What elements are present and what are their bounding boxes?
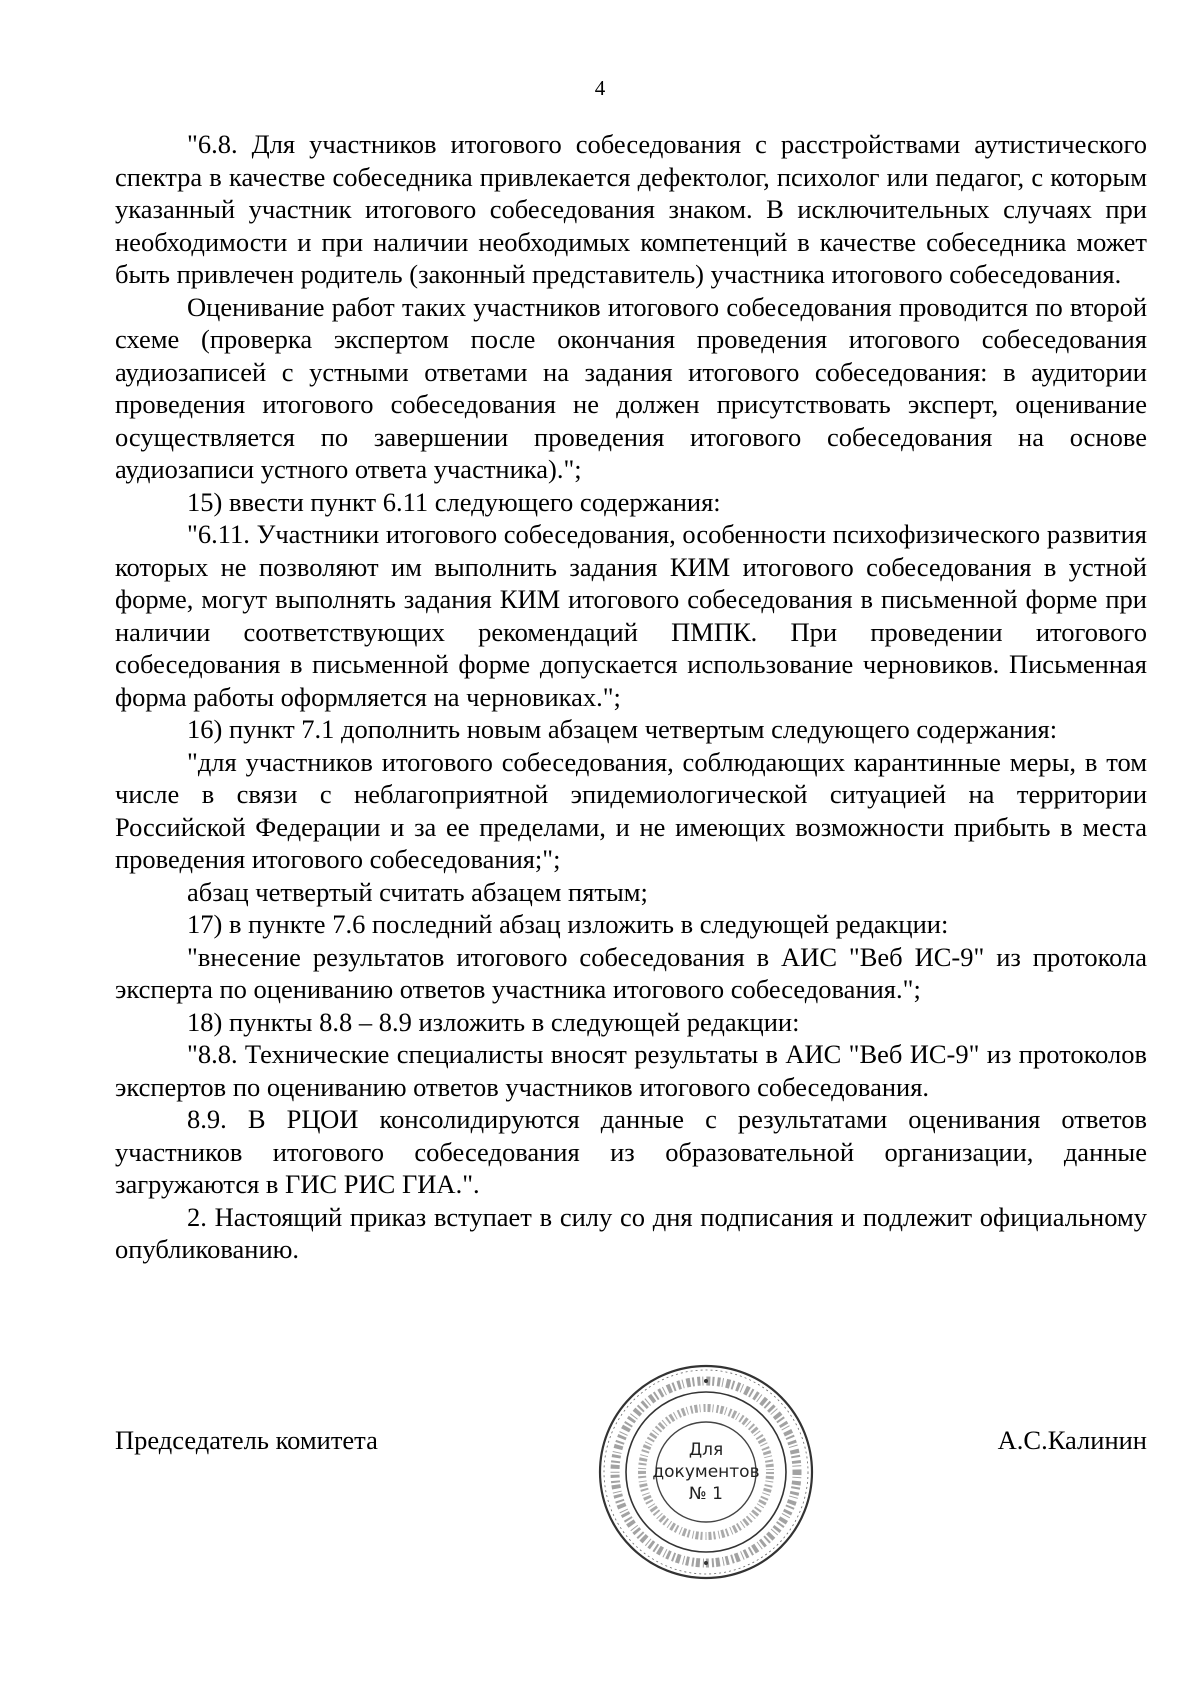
paragraph-item-16: 16) пункт 7.1 дополнить новым абзацем четвертым следующего содержания: bbox=[187, 714, 1058, 744]
seal-line-2: документов bbox=[652, 1462, 760, 1482]
paragraph-fifth-abzac: абзац четвертый считать абзацем пятым; bbox=[187, 876, 648, 907]
seal-line-3: № 1 bbox=[689, 1484, 723, 1504]
paragraph-6-11: "6.11. Участники итогового собеседования, особенности психофизического развития которых не позволяют им выполнить задания КИМ итогового собеседования в устной форме, могут выполнять задания КИМ итогового собеседования в письменной форме при наличии соответствующих рекомендаций ПМПК. При проведении итогового собеседования в письменной форме допускается использование черновиков. Письменная форма работы оформляется на черновиках."; bbox=[115, 519, 1147, 712]
paragraph-8-9: 8.9. В РЦОИ консолидируются данные с результатами оценивания ответов участников итогового собеседования из образовательной организации, данные загружаются в ГИС РИС ГИА.". bbox=[115, 1104, 1147, 1199]
paragraph-assessment: Оценивание работ таких участников итогового собеседования проводится по второй схеме (проверка экспертом после окончания проведения итогового собеседования аудиозаписей с устными ответами на задания итогового собеседования: в аудитории проведения итогового собеседования не должен присутствовать эксперт, оценивание осуществляется по завершении проведения итогового собеседования на основе аудиозаписи устного ответа участника)."; bbox=[115, 291, 1147, 484]
official-seal bbox=[596, 1362, 816, 1582]
document-body bbox=[115, 128, 1147, 1266]
seal-line-1: Для bbox=[688, 1440, 724, 1460]
paragraph-8-8: "8.8. Технические специалисты вносят результаты в АИС "Веб ИС-9" из протоколов экспертов по оцениванию ответов участников итогового собеседования. bbox=[115, 1039, 1147, 1102]
signatory-position: Председатель комитета bbox=[115, 1425, 378, 1455]
paragraph-6-8: "6.8. Для участников итогового собеседования с расстройствами аутистического спектра в качестве собеседника привлекается дефектолог, психолог или педагог, с которым указанный участник итогового собеседования знаком. В исключительных случаях при необходимости и при наличии необходимых компетенций в качестве собеседника может быть привлечен родитель (законный представитель) участника итогового собеседования. bbox=[115, 129, 1147, 289]
signatory-name: А.С.Калинин bbox=[997, 1425, 1147, 1455]
paragraph-results-entry: "внесение результатов итогового собеседования в АИС "Веб ИС-9" из протокола эксперта по оцениванию ответов участника итогового собеседования."; bbox=[115, 941, 1147, 1004]
page-number: 4 bbox=[594, 76, 606, 100]
paragraph-order-effect: 2. Настоящий приказ вступает в силу со дня подписания и подлежит официальному опубликованию. bbox=[115, 1201, 1147, 1264]
seal-center-text bbox=[596, 1362, 816, 1582]
paragraph-item-17: 17) в пункте 7.6 последний абзац изложить в следующей редакции: bbox=[187, 909, 949, 939]
paragraph-item-18: 18) пункты 8.8 – 8.9 изложить в следующей редакции: bbox=[187, 1006, 800, 1037]
paragraph-item-15: 15) ввести пункт 6.11 следующего содержания: bbox=[187, 486, 721, 517]
paragraph-quarantine: "для участников итогового собеседования, соблюдающих карантинные меры, в том числе в связи с неблагоприятной эпидемиологической ситуацией на территории Российской Федерации и за ее пределами, и не имеющих возможности прибыть в места проведения итогового собеседования;"; bbox=[115, 746, 1147, 874]
